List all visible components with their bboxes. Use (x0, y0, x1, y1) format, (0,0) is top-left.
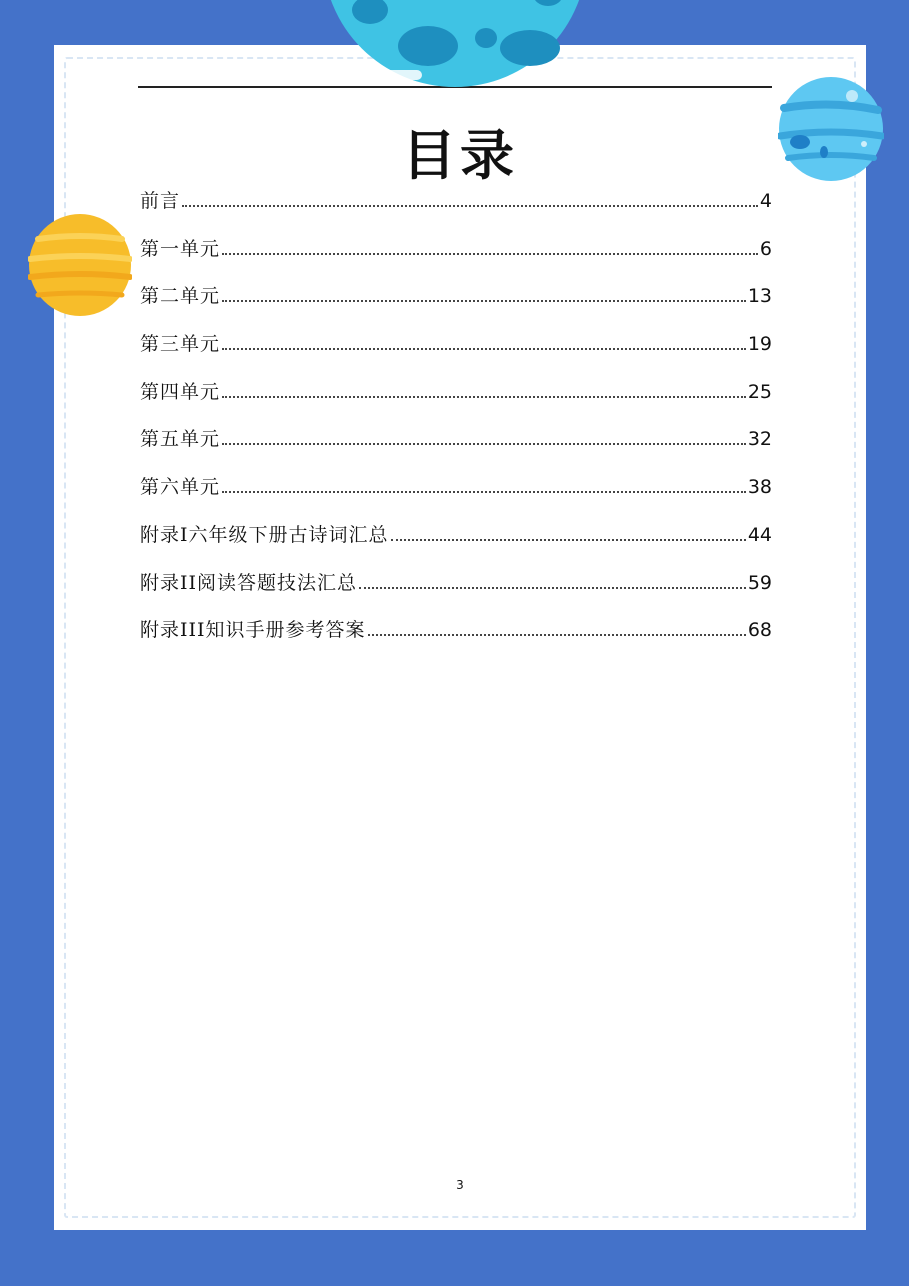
toc-leader-dots (222, 395, 746, 398)
toc-entry-label: 第三单元 (140, 333, 221, 356)
toc-entry-page: 4 (759, 190, 772, 212)
toc-entry-label: 第四单元 (140, 380, 221, 403)
blue-planet-icon (778, 76, 884, 182)
toc-entry-page: 6 (759, 237, 772, 260)
toc-entry[interactable] (140, 424, 772, 472)
toc-entry[interactable] (140, 472, 772, 520)
toc-leader-dots (222, 252, 758, 255)
toc-entry-label: 附录III知识手册参考答案 (140, 619, 366, 642)
toc-leader-dots (222, 347, 746, 350)
toc-entry[interactable] (140, 377, 772, 425)
toc-leader-dots (222, 490, 746, 493)
toc-leader-dots (182, 204, 758, 207)
toc-entry[interactable] (140, 186, 772, 234)
toc-entry-label: 第二单元 (140, 285, 221, 308)
toc-entry[interactable] (140, 520, 772, 568)
toc-leader-dots (359, 586, 746, 589)
toc-entry[interactable] (140, 281, 772, 329)
toc-entry-label: 前言 (140, 190, 181, 212)
toc-leader-dots (222, 299, 746, 302)
document-page (54, 45, 866, 1230)
page-number: 3 (456, 1178, 464, 1192)
toc-leader-dots (368, 633, 746, 636)
toc-entry-page: 19 (747, 333, 772, 356)
toc-leader-dots (391, 538, 746, 541)
toc-entry-label: 第一单元 (140, 237, 221, 260)
toc-entry-label: 附录II阅读答题技法汇总 (140, 571, 358, 594)
toc-entry-page: 13 (747, 285, 772, 308)
toc-entry-page: 32 (747, 428, 772, 451)
toc-entry[interactable] (140, 234, 772, 282)
page-title: 目录 (402, 124, 518, 187)
yellow-planet-icon (28, 213, 132, 317)
toc-entry[interactable] (140, 568, 772, 616)
blue-moon-icon (310, 0, 600, 95)
toc-entry[interactable] (140, 329, 772, 377)
table-of-contents (140, 186, 772, 663)
toc-entry-page: 25 (747, 380, 772, 403)
toc-entry-page: 68 (747, 619, 772, 642)
toc-entry-page: 44 (747, 523, 772, 546)
toc-entry-label: 附录I六年级下册古诗词汇总 (140, 523, 389, 546)
toc-entry-label: 第五单元 (140, 428, 221, 451)
toc-entry[interactable] (140, 615, 772, 663)
toc-entry-page: 59 (747, 571, 772, 594)
toc-leader-dots (222, 442, 746, 445)
toc-entry-page: 38 (747, 476, 772, 499)
toc-entry-label: 第六单元 (140, 476, 221, 499)
